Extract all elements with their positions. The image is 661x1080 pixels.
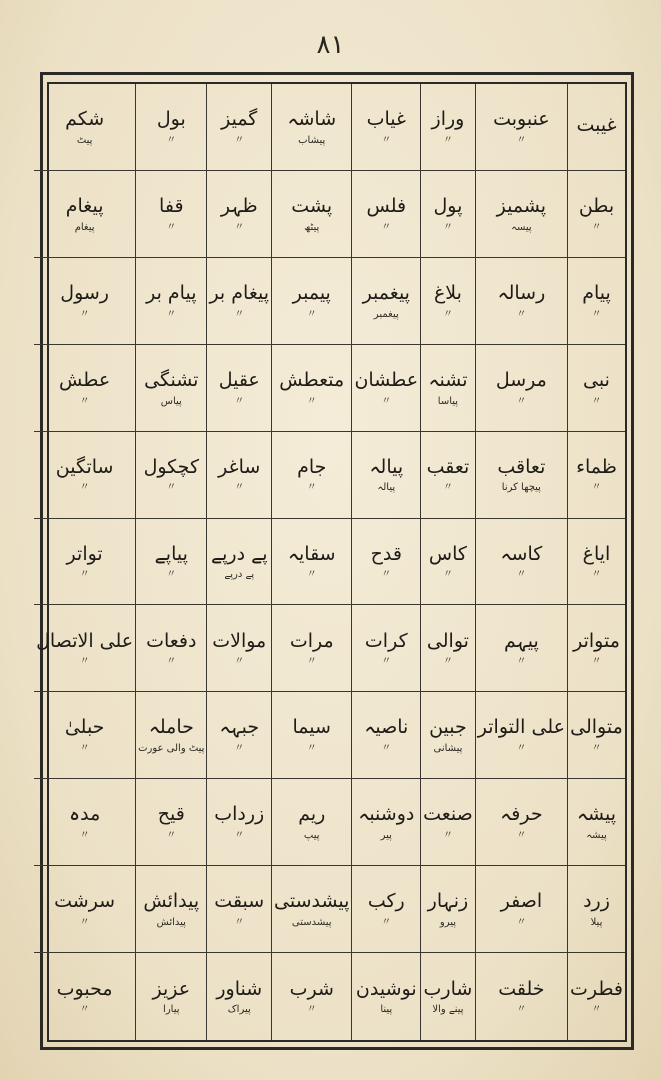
cell-word: سیما — [292, 716, 331, 739]
cell-meaning: 〃 — [381, 569, 392, 581]
table-cell — [475, 779, 567, 866]
cell-meaning: پیشدستی — [291, 917, 332, 929]
cell-word: پشت — [291, 194, 333, 217]
table-cell — [135, 866, 206, 953]
cell-meaning: پے درپے — [224, 569, 255, 581]
cell-word: متوالی — [570, 716, 623, 739]
table-cell — [271, 605, 351, 692]
cell-word: ظہر — [220, 194, 258, 217]
cell-word: جبہہ — [219, 716, 260, 739]
cell-meaning: 〃 — [306, 308, 317, 320]
cell-meaning: 〃 — [442, 656, 453, 668]
table-cell — [567, 258, 625, 345]
cell-word: پیاپے — [154, 542, 188, 565]
table-cell — [475, 866, 567, 953]
table-cell — [475, 84, 567, 171]
cell-word: مدہ — [68, 803, 101, 826]
cell-word: عنبوبت — [493, 108, 550, 131]
cell-word: جام — [297, 455, 327, 478]
table-cell — [34, 953, 135, 1040]
cell-word: متعطش — [279, 368, 345, 391]
table-cell — [567, 432, 625, 519]
table-cell — [34, 171, 135, 258]
table-cell — [34, 605, 135, 692]
cell-meaning: 〃 — [306, 395, 317, 407]
cell-word: رسالہ — [497, 281, 546, 304]
cell-word: کاس — [428, 542, 467, 565]
table-cell — [420, 345, 475, 432]
cell-meaning: 〃 — [442, 308, 453, 320]
cell-word: کاسہ — [500, 542, 543, 565]
cell-word: سقایہ — [287, 542, 336, 565]
cell-meaning: 〃 — [591, 656, 602, 668]
table-cell — [271, 779, 351, 866]
table-cell — [567, 692, 625, 779]
cell-meaning: پیدائش — [156, 917, 186, 929]
cell-meaning: 〃 — [381, 395, 392, 407]
cell-meaning: پینا — [380, 1004, 393, 1016]
table-cell — [420, 779, 475, 866]
cell-meaning: 〃 — [591, 482, 602, 494]
cell-word: نبی — [583, 368, 610, 391]
table-cell — [34, 432, 135, 519]
cell-word: پول — [433, 194, 463, 217]
cell-word: پیشدستی — [274, 890, 350, 913]
cell-meaning: 〃 — [591, 221, 602, 233]
cell-meaning: پیشانی — [433, 743, 463, 755]
cell-meaning: 〃 — [516, 830, 527, 842]
table-cell — [420, 866, 475, 953]
cell-meaning: پیٹ والی عورت — [138, 743, 205, 755]
cell-word: متواتر — [573, 629, 620, 652]
table-cell — [206, 432, 271, 519]
table-cell — [206, 171, 271, 258]
cell-meaning: 〃 — [166, 221, 177, 233]
cell-meaning: 〃 — [234, 482, 245, 494]
table-cell — [351, 866, 420, 953]
cell-meaning: پیارا — [163, 1004, 180, 1016]
cell-meaning: 〃 — [516, 134, 527, 146]
cell-meaning: 〃 — [79, 830, 90, 842]
cell-word: وراز — [431, 108, 465, 131]
cell-word: شناور — [216, 977, 263, 1000]
cell-word: تشنہ — [428, 368, 468, 391]
cell-word: تعاقب — [497, 455, 546, 478]
table-cell — [135, 692, 206, 779]
cell-word: ناصیہ — [364, 716, 409, 739]
cell-meaning: 〃 — [234, 308, 245, 320]
table-cell — [475, 692, 567, 779]
cell-meaning: 〃 — [79, 1004, 90, 1016]
cell-meaning: 〃 — [166, 308, 177, 320]
cell-word: قیح — [157, 803, 185, 826]
cell-word: رکب — [367, 890, 405, 913]
table-cell — [475, 345, 567, 432]
cell-word: پیغمبر — [362, 281, 410, 304]
table-cell — [34, 345, 135, 432]
cell-word: پیمبر — [292, 281, 331, 304]
cell-meaning: 〃 — [166, 134, 177, 146]
cell-word: ریم — [298, 803, 326, 826]
cell-meaning: پیلا — [590, 917, 603, 929]
cell-word: غیبت — [576, 113, 617, 136]
cell-meaning: 〃 — [79, 308, 90, 320]
cell-meaning: 〃 — [442, 482, 453, 494]
cell-meaning: 〃 — [234, 743, 245, 755]
table-cell — [351, 605, 420, 692]
table-cell — [420, 519, 475, 606]
cell-word: ساتگین — [55, 455, 114, 478]
cell-word: گمیز — [221, 108, 258, 131]
cell-meaning: 〃 — [79, 743, 90, 755]
cell-meaning: 〃 — [234, 656, 245, 668]
page-number: ۸۱ — [316, 30, 345, 60]
cell-meaning: 〃 — [306, 1004, 317, 1016]
cell-meaning: پیاسا — [437, 395, 459, 407]
cell-word: پیہم — [503, 629, 539, 652]
cell-word: صنعت — [423, 803, 473, 826]
cell-meaning: پیغام — [74, 221, 95, 233]
cell-meaning: 〃 — [516, 308, 527, 320]
cell-word: حبلیٰ — [64, 716, 105, 739]
cell-meaning: 〃 — [591, 308, 602, 320]
cell-word: سبقت — [214, 890, 265, 913]
cell-meaning: 〃 — [381, 656, 392, 668]
cell-meaning: 〃 — [516, 743, 527, 755]
table-cell — [475, 519, 567, 606]
cell-meaning: 〃 — [79, 656, 90, 668]
table-cell — [34, 692, 135, 779]
cell-word: توالی — [426, 629, 469, 652]
table-cell — [34, 258, 135, 345]
table-cell — [351, 258, 420, 345]
table-cell — [206, 258, 271, 345]
table-cell — [420, 692, 475, 779]
cell-meaning: 〃 — [234, 830, 245, 842]
cell-word: قدح — [370, 542, 402, 565]
table-cell — [271, 866, 351, 953]
cell-meaning: پیرو — [439, 917, 457, 929]
cell-meaning: پیپ — [303, 830, 320, 842]
cell-word: شرب — [289, 977, 334, 1000]
cell-word: جبین — [429, 716, 467, 739]
table-cell — [567, 171, 625, 258]
cell-word: پیدائش — [143, 890, 200, 913]
cell-meaning: پیسہ — [511, 221, 532, 233]
cell-word: علی الاتصال — [36, 629, 134, 652]
cell-meaning: پیر — [380, 830, 392, 842]
cell-word: اصفر — [500, 890, 543, 913]
cell-meaning: پیشہ — [586, 830, 607, 842]
table-cell — [135, 519, 206, 606]
cell-word: حرفہ — [500, 803, 543, 826]
table-cell — [271, 432, 351, 519]
cell-word: فلس — [366, 194, 407, 217]
cell-meaning: 〃 — [591, 569, 602, 581]
table-cell — [271, 345, 351, 432]
cell-meaning: 〃 — [306, 743, 317, 755]
cell-meaning: 〃 — [381, 743, 392, 755]
cell-meaning: 〃 — [306, 482, 317, 494]
cell-meaning: پیٹھ — [304, 221, 320, 233]
cell-meaning: 〃 — [516, 1004, 527, 1016]
cell-meaning: 〃 — [442, 569, 453, 581]
cell-word: کرات — [364, 629, 408, 652]
cell-word: زرد — [583, 890, 610, 913]
cell-word: دوشنبہ — [358, 803, 415, 826]
table-cell — [271, 258, 351, 345]
table-cell — [206, 692, 271, 779]
cell-meaning: 〃 — [442, 134, 453, 146]
table-cell — [420, 84, 475, 171]
cell-meaning: پیٹ — [76, 134, 93, 146]
table-cell — [135, 171, 206, 258]
cell-meaning: پینے والا — [432, 1004, 464, 1016]
cell-word: زرداب — [214, 803, 265, 826]
table-cell — [206, 605, 271, 692]
cell-word: تواتر — [66, 542, 103, 565]
vocabulary-table — [36, 82, 627, 1042]
table-cell — [34, 866, 135, 953]
cell-word: عقیل — [218, 368, 260, 391]
table-cell — [567, 345, 625, 432]
table-cell — [351, 953, 420, 1040]
cell-meaning: 〃 — [442, 830, 453, 842]
cell-meaning: 〃 — [306, 656, 317, 668]
cell-meaning: 〃 — [591, 743, 602, 755]
cell-word: شکم — [65, 108, 105, 131]
cell-word: پیام بر — [146, 281, 197, 304]
cell-word: عزیز — [152, 977, 191, 1000]
cell-meaning: 〃 — [166, 830, 177, 842]
table-cell — [206, 953, 271, 1040]
table-cell — [475, 432, 567, 519]
cell-word: خلقت — [498, 977, 545, 1000]
cell-word: مرات — [289, 629, 334, 652]
table-cell — [206, 345, 271, 432]
cell-word: شاشہ — [287, 108, 337, 131]
cell-meaning: 〃 — [442, 221, 453, 233]
cell-word: بلاغ — [433, 281, 462, 304]
cell-word: سرشت — [54, 890, 116, 913]
cell-word: شارب — [423, 977, 473, 1000]
table-cell — [34, 779, 135, 866]
table-cell — [271, 692, 351, 779]
cell-meaning: 〃 — [381, 917, 392, 929]
table-cell — [475, 171, 567, 258]
table-cell — [567, 519, 625, 606]
table-cell — [135, 779, 206, 866]
cell-word: محبوب — [56, 977, 113, 1000]
cell-word: فطرت — [569, 977, 623, 1000]
table-cell — [135, 605, 206, 692]
table-cell — [34, 84, 135, 171]
table-cell — [567, 605, 625, 692]
cell-meaning: 〃 — [381, 221, 392, 233]
table-cell — [135, 345, 206, 432]
table-cell — [475, 258, 567, 345]
cell-meaning: 〃 — [516, 917, 527, 929]
cell-word: ایاغ — [582, 542, 611, 565]
table-cell — [351, 432, 420, 519]
cell-word: قفا — [159, 194, 184, 217]
cell-meaning: پیشاب — [298, 134, 326, 146]
cell-meaning: 〃 — [234, 134, 245, 146]
table-cell — [567, 866, 625, 953]
cell-word: علی التواتر — [477, 716, 565, 739]
cell-meaning: 〃 — [591, 1004, 602, 1016]
table-cell — [34, 519, 135, 606]
cell-word: حاملہ — [148, 716, 194, 739]
table-cell — [206, 779, 271, 866]
cell-meaning: 〃 — [234, 395, 245, 407]
cell-meaning: 〃 — [79, 482, 90, 494]
table-cell — [271, 953, 351, 1040]
cell-meaning: 〃 — [234, 917, 245, 929]
cell-word: دفعات — [146, 629, 197, 652]
cell-word: ظماء — [576, 455, 617, 478]
table-cell — [567, 779, 625, 866]
table-cell — [475, 605, 567, 692]
cell-meaning: پیالہ — [377, 482, 396, 494]
table-cell — [206, 866, 271, 953]
cell-meaning: 〃 — [166, 482, 177, 494]
cell-meaning: پیاس — [160, 395, 182, 407]
cell-word: بطن — [578, 194, 615, 217]
cell-meaning: 〃 — [79, 569, 90, 581]
table-cell — [475, 953, 567, 1040]
cell-word: کچکول — [143, 455, 199, 478]
table-cell — [351, 345, 420, 432]
table-cell — [135, 84, 206, 171]
cell-word: عطش — [59, 368, 111, 391]
cell-meaning: پیچھا کرنا — [501, 482, 541, 494]
cell-meaning: 〃 — [591, 395, 602, 407]
cell-meaning: 〃 — [306, 569, 317, 581]
cell-meaning: 〃 — [166, 656, 177, 668]
table-cell — [351, 171, 420, 258]
table-cell — [351, 692, 420, 779]
cell-word: پیام — [582, 281, 611, 304]
cell-word: پیالہ — [369, 455, 404, 478]
table-cell — [135, 432, 206, 519]
table-cell — [135, 953, 206, 1040]
cell-meaning: 〃 — [516, 395, 527, 407]
cell-word: مرسل — [495, 368, 547, 391]
table-cell — [351, 779, 420, 866]
table-cell — [420, 605, 475, 692]
cell-word: رسول — [60, 281, 109, 304]
table-cell — [206, 519, 271, 606]
cell-meaning: 〃 — [234, 221, 245, 233]
table-cell — [420, 258, 475, 345]
cell-word: پے درپے — [210, 542, 268, 565]
cell-meaning: 〃 — [381, 134, 392, 146]
table-cell — [567, 953, 625, 1040]
table-cell — [206, 84, 271, 171]
table-cell — [135, 258, 206, 345]
table-cell — [351, 84, 420, 171]
table-cell — [567, 84, 625, 171]
cell-word: ساغر — [218, 455, 261, 478]
cell-meaning: پیراک — [227, 1004, 251, 1016]
cell-word: تعقب — [426, 455, 470, 478]
cell-word: بول — [156, 108, 186, 131]
cell-word: موالات — [212, 629, 267, 652]
table-cell — [271, 84, 351, 171]
cell-word: پیشہ — [576, 803, 617, 826]
cell-word: زنہار — [427, 890, 469, 913]
cell-word: تشنگی — [144, 368, 199, 391]
cell-meaning: 〃 — [79, 917, 90, 929]
cell-word: عطشان — [354, 368, 419, 391]
cell-word: نوشیدن — [355, 977, 417, 1000]
cell-meaning: 〃 — [516, 656, 527, 668]
cell-word: پیغام بر — [209, 281, 270, 304]
cell-word: پشمیز — [496, 194, 547, 217]
cell-word: غیاب — [366, 108, 406, 131]
cell-meaning: پیغمبر — [373, 308, 399, 320]
cell-meaning: 〃 — [516, 569, 527, 581]
cell-meaning: 〃 — [166, 569, 177, 581]
table-cell — [351, 519, 420, 606]
table-cell — [271, 171, 351, 258]
table-cell — [271, 519, 351, 606]
cell-meaning: 〃 — [79, 395, 90, 407]
cell-word: پیغام — [65, 194, 104, 217]
table-cell — [420, 432, 475, 519]
table-cell — [420, 171, 475, 258]
table-cell — [420, 953, 475, 1040]
